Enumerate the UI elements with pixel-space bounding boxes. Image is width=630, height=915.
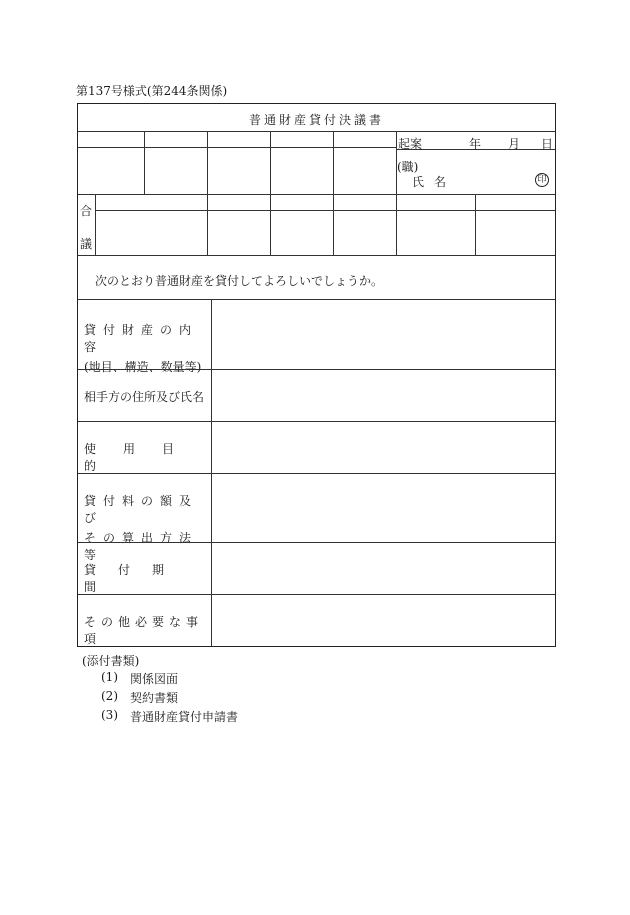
row-label-subline: その算出方法等 [84,531,199,562]
row-label-purpose: 使用目的 [84,442,202,473]
decision-form-sheet [77,103,556,647]
row-label-line [84,321,205,355]
attachment-item: 関係図面 [130,672,179,686]
divider [78,147,396,148]
approval-label-char-2: 議 [80,237,93,251]
divider [78,369,555,370]
row-label-lease-period: 貸付期間 [84,563,187,594]
date-year: 年 [469,137,482,151]
divider [78,473,555,474]
request-statement: 次のとおり普通財産を貸付してよろしいでしょうか。 [95,274,384,288]
attachment-number: (3) [101,708,118,722]
attachment-number: (1) [101,670,118,684]
row-label-other-matters: その他必要な事項 [84,615,204,646]
date-day: 日 [541,137,554,151]
approval-label-char-1: 合 [80,204,93,218]
form-number-label: 第137号様式(第244条関係) [76,84,228,98]
row-label-line: 貸付料の額及び [84,494,199,525]
divider [78,131,555,132]
row-label-fee-calculation [78,492,211,563]
position-label: (職) [397,160,419,174]
row-label-property-content [78,321,211,375]
divider [475,194,476,255]
row-label-subline: (地目、構造、数量等) [84,360,202,374]
name-label-char-2: 名 [434,175,447,189]
divider [78,542,555,543]
divider [78,255,555,256]
attachment-item: 契約書類 [130,691,179,705]
name-label-char-1: 氏 [412,175,425,189]
attachment-item: 普通財産貸付申請書 [130,710,239,724]
divider [78,299,555,300]
divider [78,421,555,422]
label-text: 貸付財産の内容 [84,323,199,354]
divider [95,194,96,255]
row-label-counterparty: 相手方の住所及び氏名 [84,390,205,404]
date-month: 月 [508,137,521,151]
divider [144,131,145,194]
seal-mark: 印 [535,173,549,187]
date-prefix: 起案 [398,137,423,151]
attachments-heading: (添付書類) [82,654,140,668]
attachment-number: (2) [101,689,118,703]
form-title: 普通財産貸付決議書 [248,113,384,127]
divider [207,131,208,255]
divider [95,210,555,211]
divider [270,131,271,255]
divider [78,194,555,195]
divider [78,594,555,595]
divider [333,131,334,255]
